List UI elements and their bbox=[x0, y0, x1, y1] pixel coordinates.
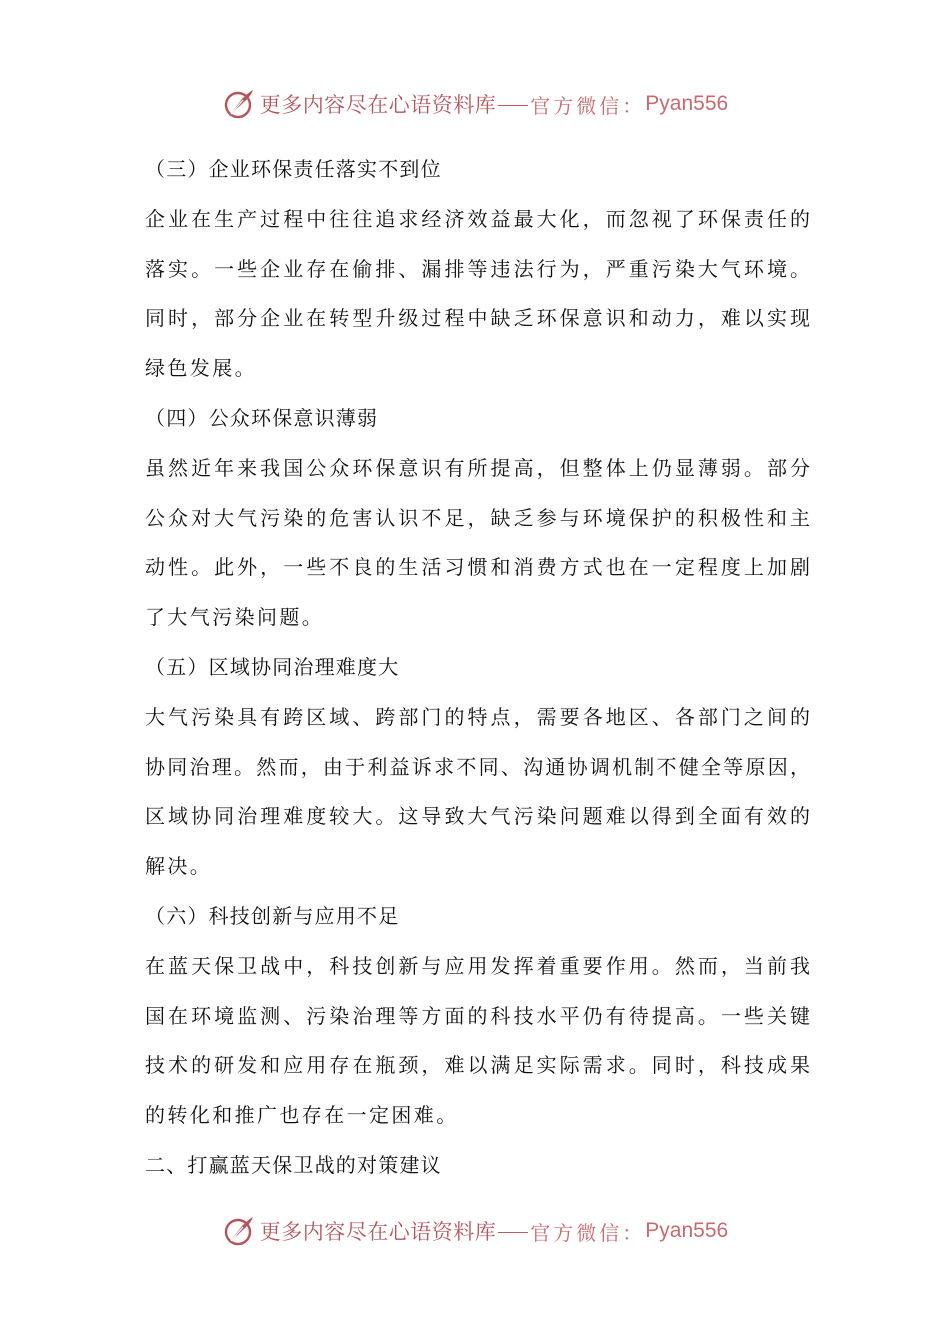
paragraph-line: 企业在生产过程中往往追求经济效益最大化，而忽视了环保责任的 bbox=[145, 206, 810, 231]
paragraph-line: 在蓝天保卫战中，科技创新与应用发挥着重要作用。然而，当前我 bbox=[145, 953, 810, 978]
paragraph-line: 协同治理。然而，由于利益诉求不同、沟通协调机制不健全等原因， bbox=[145, 754, 810, 779]
section-heading: （三）企业环保责任落实不到位 bbox=[145, 157, 442, 181]
wechat-label: 官方微信： bbox=[530, 1220, 646, 1245]
document-body bbox=[145, 145, 810, 1191]
paragraph-line: 区域协同治理难度较大。这导致大气污染问题难以得到全面有效的 bbox=[145, 804, 810, 829]
banner-divider bbox=[498, 105, 528, 106]
wechat-label: 官方微信： bbox=[530, 93, 646, 118]
section-heading: （四）公众环保意识薄弱 bbox=[145, 405, 379, 430]
banner-divider bbox=[498, 1232, 528, 1233]
quill-pen-circle-icon bbox=[222, 87, 256, 121]
header-banner bbox=[0, 82, 950, 126]
wechat-id: Pyan556 bbox=[645, 1219, 729, 1242]
paragraph-line: 公众对大气污染的危害认识不足，缺乏参与环境保护的积极性和主 bbox=[145, 505, 810, 530]
site-name: 更多内容尽在心语资料库 bbox=[259, 1220, 497, 1244]
paragraph-line: 的转化和推广也存在一定困难。 bbox=[145, 1103, 459, 1128]
chapter-heading: 二、打赢蓝天保卫战的对策建议 bbox=[145, 1152, 442, 1177]
paragraph-line: 虽然近年来我国公众环保意识有所提高，但整体上仍显薄弱。部分 bbox=[145, 455, 810, 480]
paragraph-line: 了大气污染问题。 bbox=[145, 605, 325, 630]
section-heading: （五）区域协同治理难度大 bbox=[145, 654, 400, 679]
section-heading: （六）科技创新与应用不足 bbox=[145, 903, 400, 928]
paragraph-line: 国在环境监测、污染治理等方面的科技水平仍有待提高。一些关键 bbox=[145, 1003, 810, 1028]
wechat-id: Pyan556 bbox=[645, 92, 729, 115]
paragraph-line: 解决。 bbox=[145, 854, 213, 879]
paragraph-line: 同时，部分企业在转型升级过程中缺乏环保意识和动力，难以实现 bbox=[145, 306, 810, 331]
footer-banner bbox=[0, 1209, 950, 1253]
paragraph-line: 技术的研发和应用存在瓶颈，难以满足实际需求。同时，科技成果 bbox=[145, 1053, 810, 1078]
paragraph-line: 动性。此外，一些不良的生活习惯和消费方式也在一定程度上加剧 bbox=[145, 555, 810, 580]
quill-pen-circle-icon bbox=[222, 1214, 256, 1248]
paragraph-line: 落实。一些企业存在偷排、漏排等违法行为，严重污染大气环境。 bbox=[145, 256, 810, 281]
paragraph-line: 绿色发展。 bbox=[145, 356, 257, 381]
site-name: 更多内容尽在心语资料库 bbox=[259, 93, 497, 117]
paragraph-line: 大气污染具有跨区域、跨部门的特点，需要各地区、各部门之间的 bbox=[145, 704, 810, 729]
